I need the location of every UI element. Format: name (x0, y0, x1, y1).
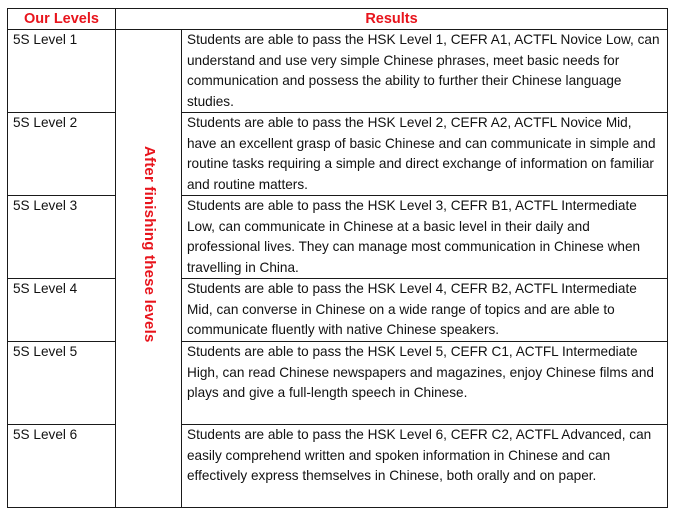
table-row (8, 342, 668, 425)
level-result: Students are able to pass the HSK Level 2, CEFR A2, ACTFL Novice Mid, have an excellent grasp of basic Chinese and can communicate in simple and routine tasks requiring a simple and direct exchange of information on familiar and routine matters. (182, 113, 668, 196)
level-name: 5S Level 3 (8, 196, 116, 279)
table-row (8, 425, 668, 508)
level-result: Students are able to pass the HSK Level 4, CEFR B2, ACTFL Intermediate Mid, can converse in Chinese on a wide range of topics and are able to communicate fluently with native Chinese speakers. (182, 279, 668, 342)
level-result: Students are able to pass the HSK Level 6, CEFR C2, ACTFL Advanced, can easily comprehend written and spoken information in Chinese and can effectively express themselves in Chinese, both orally and on paper. (182, 425, 668, 508)
header-our-levels: Our Levels (8, 9, 116, 30)
level-name: 5S Level 1 (8, 30, 116, 113)
table-row (8, 279, 668, 342)
side-label-cell (116, 30, 182, 508)
side-label: After finishing these levels (140, 146, 158, 343)
header-results: Results (116, 9, 668, 30)
level-name: 5S Level 4 (8, 279, 116, 342)
level-name: 5S Level 5 (8, 342, 116, 425)
table-row (8, 30, 668, 113)
table-row (8, 113, 668, 196)
level-result: Students are able to pass the HSK Level 5, CEFR C1, ACTFL Intermediate High, can read Chinese newspapers and magazines, enjoy Chinese films and plays and give a full-length speech in Chinese. (182, 342, 668, 425)
level-result: Students are able to pass the HSK Level 3, CEFR B1, ACTFL Intermediate Low, can communicate in Chinese at a basic level in their daily and professional lives. They can manage most communication in Chinese when travelling in China. (182, 196, 668, 279)
level-result: Students are able to pass the HSK Level 1, CEFR A1, ACTFL Novice Low, can understand and use very simple Chinese phrases, meet basic needs for communication and possess the ability to further their Chinese language studies. (182, 30, 668, 113)
level-name: 5S Level 2 (8, 113, 116, 196)
levels-table (7, 8, 668, 508)
header-row (8, 9, 668, 30)
table-row (8, 196, 668, 279)
level-name: 5S Level 6 (8, 425, 116, 508)
